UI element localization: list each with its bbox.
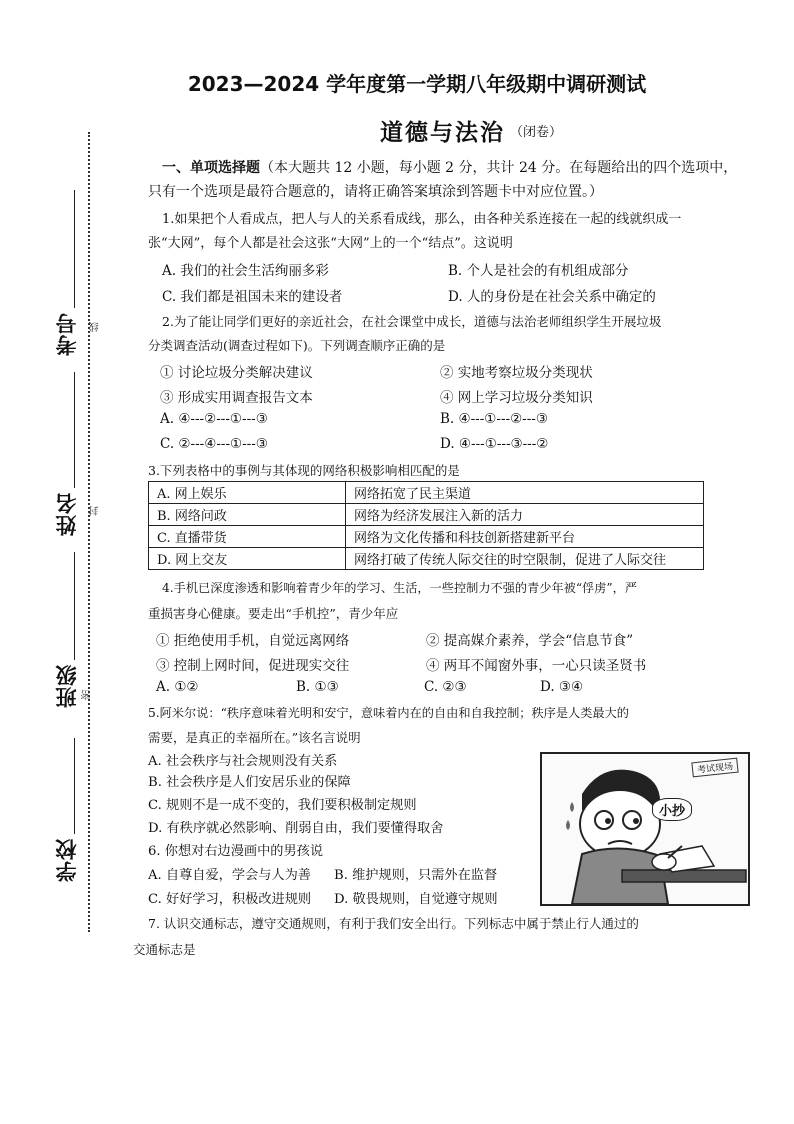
table-cell-example: C. 直播带货 xyxy=(149,526,346,548)
q5-option-d: D. 有秩序就必然影响、削弱自由，我们要懂得取舍 xyxy=(148,821,444,836)
table-row xyxy=(149,504,704,526)
q4-item-4: ④ 两耳不闻窗外事，一心只读圣贤书 xyxy=(426,658,647,674)
subject-note: （闭卷） xyxy=(510,125,563,140)
q5-option-c: C. 规则不是一成不变的，我们要积极制定规则 xyxy=(148,798,417,813)
table-cell-example: D. 网上交友 xyxy=(149,548,346,570)
name-label: 姓名 xyxy=(55,492,79,536)
section-heading: 一、单项选择题 xyxy=(162,160,260,176)
name-blank xyxy=(74,372,75,488)
q6-option-a: A. 自尊自爱，学会与人为善 xyxy=(148,868,311,883)
exam-title: 2023—2024 学年度第一学期八年级期中调研测试 xyxy=(187,72,647,96)
q6-option-d: D. 敬畏规则，自觉遵守规则 xyxy=(334,892,498,907)
q4-option-b: B. ①③ xyxy=(296,679,339,695)
school-blank xyxy=(74,738,75,834)
q2-item-4: ④ 网上学习垃圾分类知识 xyxy=(440,390,593,406)
section-instruction-1: （本大题共 12 小题，每小题 2 分，共计 24 分。在每题给出的四个选项中， xyxy=(260,160,738,176)
q5-option-a: A. 社会秩序与社会规则没有关系 xyxy=(148,754,338,769)
q6-stem: 6. 你想对右边漫画中的男孩说 xyxy=(148,844,324,859)
table-cell-example: A. 网上娱乐 xyxy=(149,482,346,504)
q2-stem-1: 2.为了能让同学们更好的亲近社会，在社会课堂中成长，道德与法治老师组织学生开展垃圾 xyxy=(162,314,662,329)
q1-option-d: D. 人的身份是在社会关系中确定的 xyxy=(448,289,656,305)
q2-option-b: B. ④---①---②---③ xyxy=(440,411,548,427)
q4-option-a: A. ①② xyxy=(156,679,199,695)
q2-item-2: ② 实地考察垃圾分类现状 xyxy=(440,365,593,381)
subject-title: 道德与法治 xyxy=(380,120,505,146)
q5-stem-1: 5.阿米尔说：“秩序意味着光明和安宁，意味着内在的自由和自我控制；秩序是人类最大的 xyxy=(148,706,629,720)
q2-option-d: D. ④---①---③---② xyxy=(440,436,549,452)
table-cell-effect: 网络打破了传统人际交往的时空限制，促进了人际交往 xyxy=(346,548,704,570)
class-blank xyxy=(74,552,75,660)
table-cell-effect: 网络为经济发展注入新的活力 xyxy=(346,504,704,526)
q1-stem-2: 张“大网”，每个人都是社会这张“大网”上的一个“结点”。这说明 xyxy=(148,236,513,251)
q3-table xyxy=(148,481,704,570)
exam-number-blank xyxy=(74,190,75,308)
q2-option-a: A. ④---②---①---③ xyxy=(160,411,268,427)
q2-item-1: ① 讨论垃圾分类解决建议 xyxy=(160,365,313,381)
q1-option-a: A. 我们的社会生活绚丽多彩 xyxy=(162,263,329,279)
q5-option-b: B. 社会秩序是人们安居乐业的保障 xyxy=(148,775,351,790)
q2-option-c: C. ②---④---①---③ xyxy=(160,436,268,452)
q7-stem-1: 7. 认识交通标志，遵守交通规则，有利于我们安全出行。下列标志中属于禁止行人通过的 xyxy=(148,916,639,931)
q6-option-b: B. 维护规则，只需外在监督 xyxy=(334,868,498,883)
binding-mark-seal: 封 xyxy=(90,506,101,516)
q1-stem-1: 1.如果把个人看成点，把人与人的关系看成线，那么，由各种关系连接在一起的线就织成一 xyxy=(162,212,682,227)
cartoon-image xyxy=(540,752,750,906)
school-label: 学校 xyxy=(55,838,79,882)
table-row xyxy=(149,548,704,570)
q4-item-3: ③ 控制上网时间，促进现实交往 xyxy=(156,658,350,674)
q4-option-d: D. ③④ xyxy=(540,679,584,695)
binding-mark-line: 线 xyxy=(90,322,101,332)
q4-stem-1: 4.手机已深度渗透和影响着青少年的学习、生活，一些控制力不强的青少年被“俘虏”，严 xyxy=(162,581,638,595)
class-label: 班级 xyxy=(55,664,79,708)
q4-item-2: ② 提高媒介素养，学会“信息节食” xyxy=(426,633,634,649)
table-cell-effect: 网络为文化传播和科技创新搭建新平台 xyxy=(346,526,704,548)
table-cell-effect: 网络拓宽了民主渠道 xyxy=(346,482,704,504)
q1-option-c: C. 我们都是祖国未来的建设者 xyxy=(162,289,343,305)
q4-item-1: ① 拒绝使用手机，自觉远离网络 xyxy=(156,633,350,649)
section-instruction-2: 只有一个选项是最符合题意的，请将正确答案填涂到答题卡中对应位置。） xyxy=(148,184,603,200)
q3-stem: 3.下列表格中的事例与其体现的网络积极影响相匹配的是 xyxy=(148,463,460,478)
q2-stem-2: 分类调查活动(调查过程如下)。下列调查顺序正确的是 xyxy=(148,338,446,353)
q4-stem-2: 重损害身心健康。要走出“手机控”，青少年应 xyxy=(148,606,399,621)
binding-dotted-line xyxy=(88,132,90,932)
q4-option-c: C. ②③ xyxy=(424,679,467,695)
q2-item-3: ③ 形成实用调查报告文本 xyxy=(160,390,313,406)
q1-option-b: B. 个人是社会的有机组成部分 xyxy=(448,263,629,279)
table-row xyxy=(149,482,704,504)
exam-number-label: 考号 xyxy=(55,312,79,356)
cartoon-drawing xyxy=(542,754,748,904)
table-cell-example: B. 网络问政 xyxy=(149,504,346,526)
table-row xyxy=(149,526,704,548)
cartoon-note: 小抄 xyxy=(652,798,692,821)
q7-stem-2: 交通标志是 xyxy=(133,942,196,957)
cartoon-caption: 考试现场 xyxy=(691,758,738,778)
q6-option-c: C. 好好学习，积极改进规则 xyxy=(148,892,312,907)
q5-stem-2: 需要，是真正的幸福所在。”该名言说明 xyxy=(148,730,361,745)
binding-mark-secret: 密 xyxy=(82,690,93,700)
